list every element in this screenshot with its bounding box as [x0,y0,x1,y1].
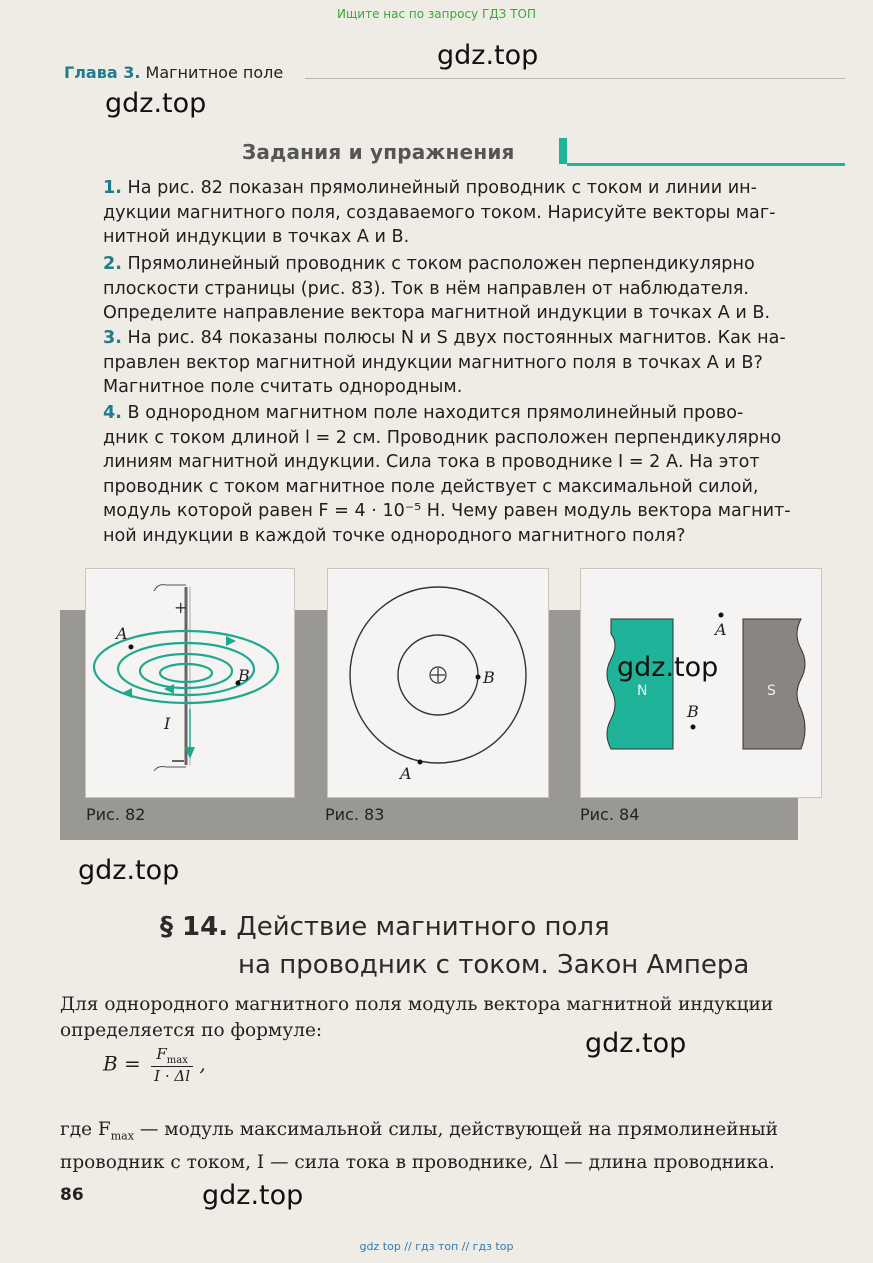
plus-label: + [174,598,188,617]
task-line: правлен вектор магнитной индукции магнитного поля в точках A и B? [103,352,763,373]
section-rule [567,163,845,166]
paragraph-title-line1 [160,912,610,942]
point-b-label: B [483,668,495,687]
body-line: определяется по формуле: [60,1020,323,1041]
page-number: 86 [60,1185,84,1205]
task-line: проводник с током магнитное поле действует с максимальной силой, [103,476,759,497]
chapter-rule [305,78,845,79]
task-line: дник с током длиной l = 2 см. Проводник расположен перпендикулярно [103,427,782,448]
body-subscript: max [110,1129,134,1143]
figure-82-drawing [86,569,294,797]
task-line: ной индукции в каждой точке однородного магнитного поля? [103,525,686,546]
paragraph-title-text: Действие магнитного поля [236,912,610,942]
section-accent-bar [559,138,567,164]
formula-numerator: $F_{max}$ [151,1045,193,1067]
figure-84-caption: Рис. 84 [580,805,640,824]
paragraph-sign: § 14. [160,912,229,942]
section-title: Задания и упражнения [242,140,515,164]
chapter-label: Глава 3. [64,63,141,82]
chapter-header [64,63,283,82]
task-line: Определите направление вектора магнитной индукции в точках A и B. [103,303,771,324]
figure-82-caption: Рис. 82 [86,805,146,824]
task-line: линиям магнитной индукции. Сила тока в проводнике I = 2 А. На этот [103,452,760,473]
pole-s-label: S [767,683,776,699]
task-line: модуль которой равен F = 4 · 10⁻⁵ Н. Чему равен модуль вектора магнит- [103,501,791,522]
task-line: В однородном магнитном поле находится прямолинейный прово- [127,403,744,423]
chapter-title: Магнитное поле [145,63,284,82]
current-label: I [164,714,171,733]
task-1 [103,176,840,250]
watermark: gdz.top [202,1180,304,1211]
body-line: проводник с током, I — сила тока в проводнике, Δl — длина проводника. [60,1151,775,1173]
formula-denominator: I · Δl [154,1067,191,1085]
body-line: где F [60,1119,111,1140]
task-line: На рис. 84 показаны полюсы N и S двух постоянных магнитов. Как на- [127,328,786,348]
top-banner: Ищите нас по запросу ГДЗ ТОП [337,7,536,21]
figure-82 [85,568,295,798]
task-4 [103,401,840,549]
point-a-label: A [715,620,727,639]
point-a-label: A [400,764,412,783]
point-a-label: A [116,624,128,643]
formula [103,1045,206,1085]
task-line: нитной индукции в точках A и B. [103,227,410,248]
pole-n-label: N [637,683,648,699]
task-number: 1. [103,178,122,198]
figure-83-drawing [328,569,548,797]
bottom-banner: gdz top // гдз топ // гдз top [359,1240,514,1253]
formula-tail: , [199,1051,206,1076]
formula-fraction [151,1045,193,1085]
watermark: gdz.top [585,1028,687,1059]
figure-83-caption: Рис. 83 [325,805,385,824]
point-b-label: B [687,702,699,721]
task-number: 2. [103,254,122,274]
task-2 [103,252,840,326]
watermark: gdz.top [437,40,539,71]
task-line: дукции магнитного поля, создаваемого током. Нарисуйте векторы маг- [103,202,776,223]
body-where [60,1117,836,1176]
figure-84-drawing [581,569,821,797]
watermark: gdz.top [78,855,180,886]
formula-lhs: B = [103,1051,141,1076]
paragraph-title-line2: на проводник с током. Закон Ампера [238,950,750,980]
body-line: Для однородного магнитного поля модуль вектора магнитной индукции [60,994,774,1015]
task-number: 3. [103,328,122,348]
task-line: Прямолинейный проводник с током расположен перпендикулярно [127,254,755,274]
task-line: Магнитное поле считать однородным. [103,377,463,398]
body-line: — модуль максимальной силы, действующей на прямолинейный [133,1119,778,1140]
task-line: На рис. 82 показан прямолинейный проводник с током и линии ин- [127,178,758,198]
figure-83 [327,568,549,798]
watermark: gdz.top [105,88,207,119]
point-b-label: B [238,666,250,685]
task-line: плоскости страницы (рис. 83). Ток в нём направлен от наблюдателя. [103,278,749,299]
task-3 [103,326,840,400]
watermark: gdz.top [617,652,719,683]
figure-84 [580,568,822,798]
body-intro [60,992,836,1044]
task-number: 4. [103,403,122,423]
